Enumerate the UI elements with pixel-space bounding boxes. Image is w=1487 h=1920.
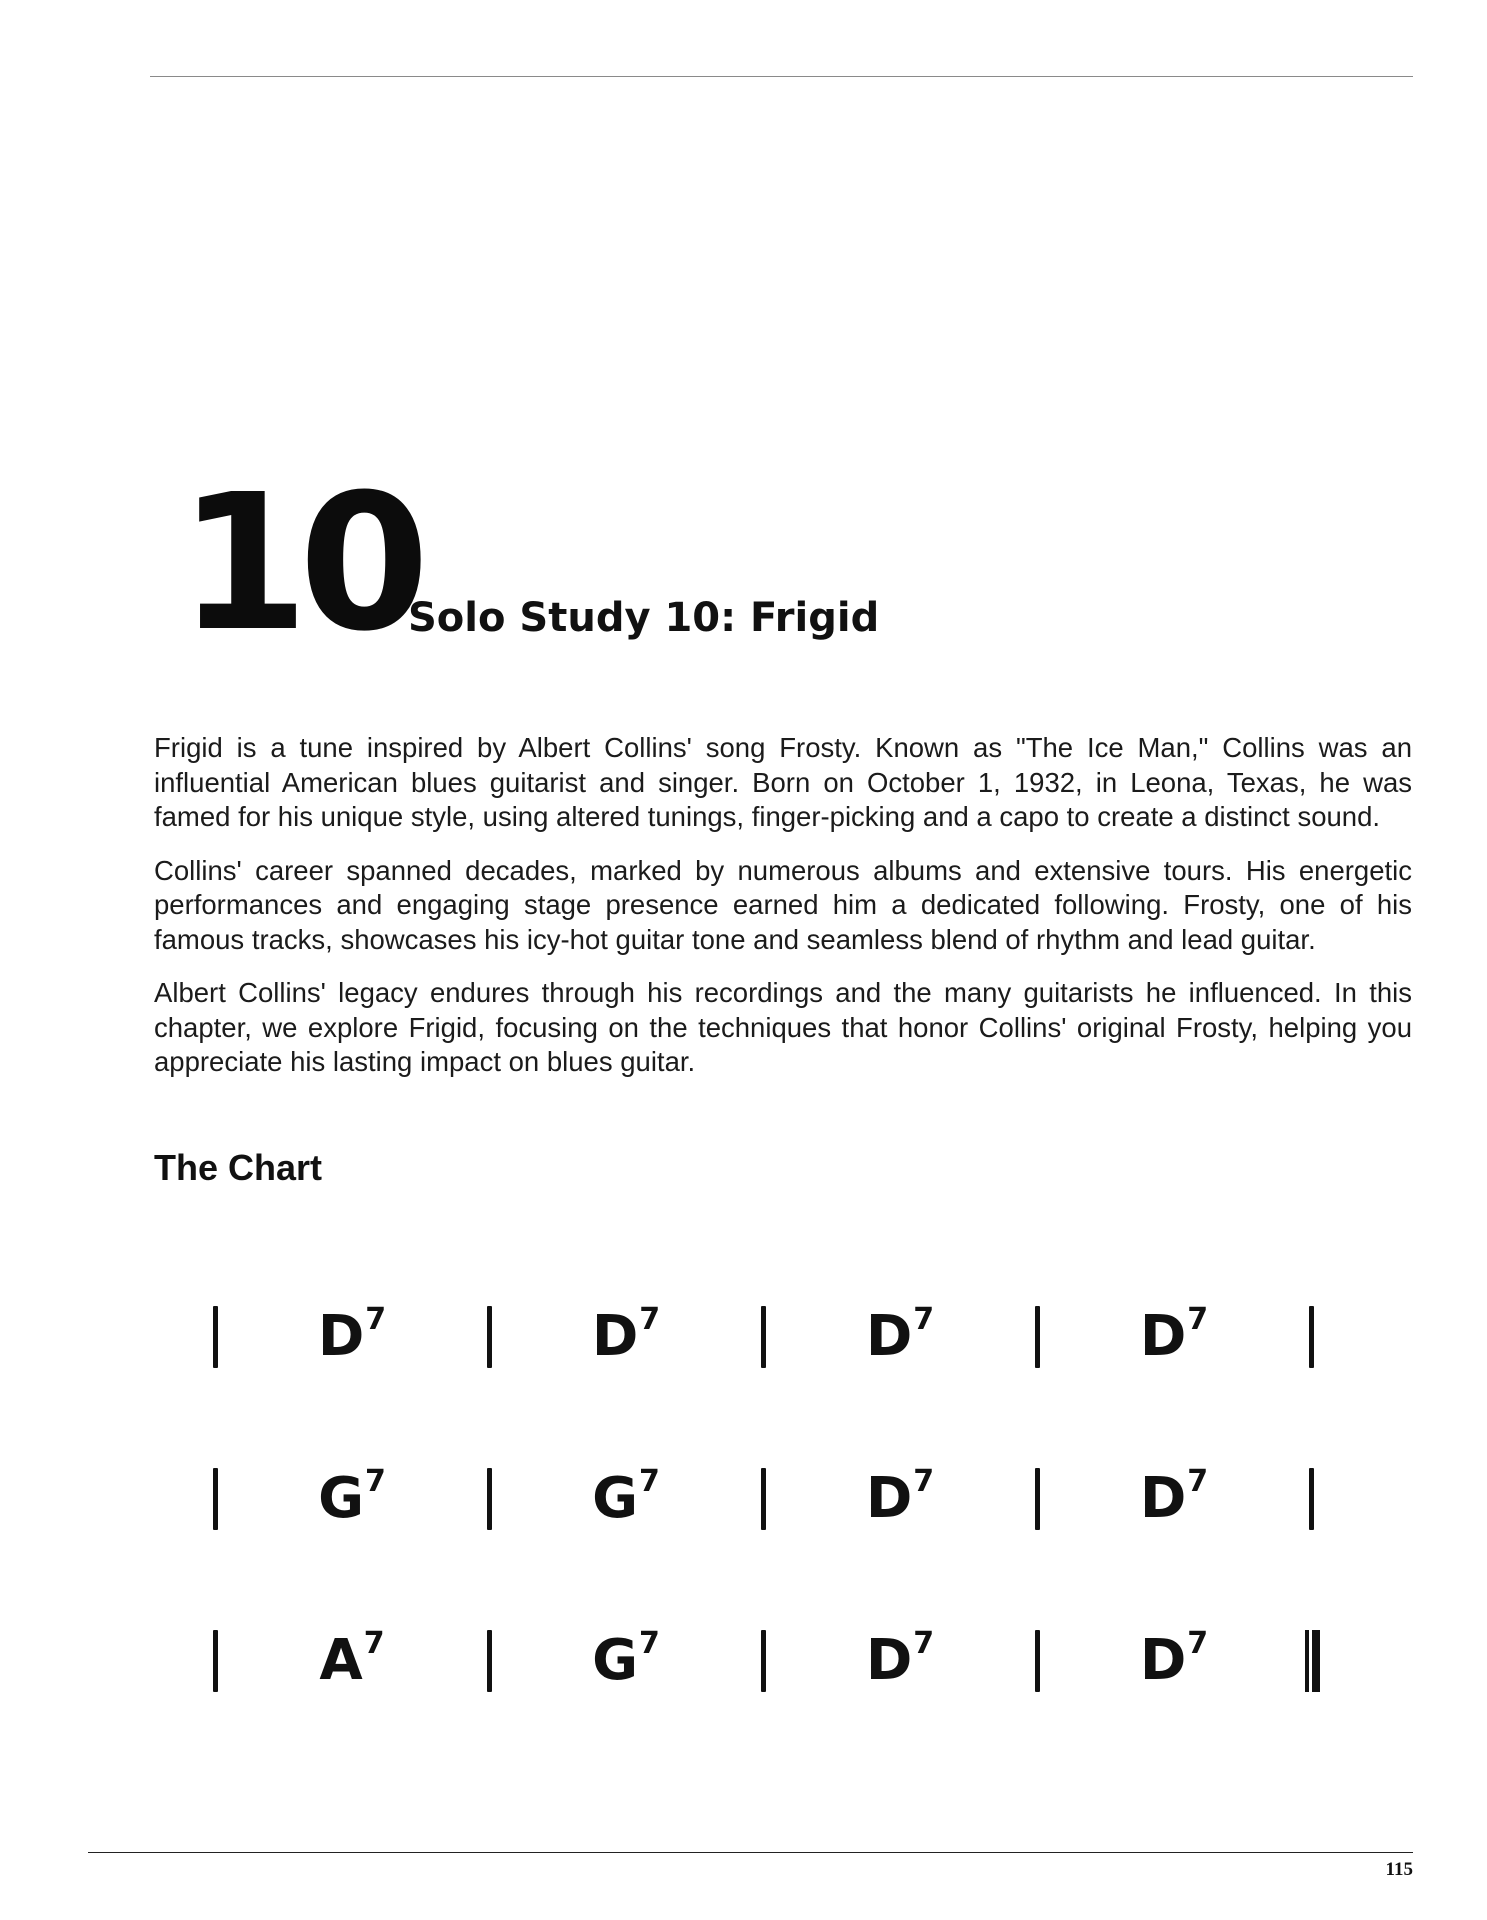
chord-extension: 7 [913,1464,935,1499]
barline [487,1630,492,1692]
chord-symbol [1114,1626,1234,1693]
chord-root: A [319,1628,363,1693]
chord-extension: 7 [913,1626,935,1661]
chord-root: D [591,1304,639,1369]
chord-symbol [292,1626,412,1693]
barline [487,1306,492,1368]
barline [761,1630,766,1692]
barline [1309,1306,1314,1368]
barline [213,1306,218,1368]
barline [213,1630,218,1692]
chord-symbol [840,1626,960,1693]
chapter-intro [154,731,1412,1099]
barline [1309,1468,1314,1530]
chord-extension: 7 [365,1302,387,1337]
chord-root: D [865,1466,913,1531]
chord-symbol [292,1464,412,1531]
chord-symbol [840,1302,960,1369]
chord-root: G [592,1466,639,1531]
chord-symbol [566,1464,686,1531]
chapter-heading [178,454,1278,673]
chord-root: D [865,1304,913,1369]
final-barline [1305,1630,1321,1692]
chord-extension: 7 [913,1302,935,1337]
intro-paragraph: Albert Collins' legacy endures through his recordings and the many guitarists he influenced. In this chapter, we explore Frigid, focusing on the techniques that honor Collins' original Frosty, helping you appreciate his lasting impact on blues guitar. [154,977,1412,1077]
chord-extension: 7 [639,1464,660,1499]
chord-extension: 7 [639,1626,660,1661]
intro-paragraph: Frigid is a tune inspired by Albert Collins' song Frosty. Known as "The Ice Man," Collins was an influential American blues guitarist and singer. Born on October 1, 1932, in Leona, Texas, he was famed for his unique style, using altered tunings, finger-picking and a capo to create a distinct sound. [154,732,1412,832]
barline [761,1468,766,1530]
chord-symbol [292,1302,412,1369]
chord-extension: 7 [639,1302,661,1337]
chapter-title: Solo Study 10: Frigid [408,595,880,641]
chord-extension: 7 [1187,1626,1209,1661]
chord-root: G [592,1628,639,1693]
footer-rule [88,1852,1413,1853]
barline [213,1468,218,1530]
barline [761,1306,766,1368]
page-number: 115 [1385,1859,1413,1880]
barline [487,1468,492,1530]
chord-extension: 7 [1187,1464,1209,1499]
chord-root: D [317,1304,365,1369]
chord-root: D [1139,1304,1187,1369]
chord-root: D [865,1628,913,1693]
header-rule [150,76,1413,77]
chord-root: G [318,1466,365,1531]
chord-root: D [1139,1466,1187,1531]
chapter-number: 10 [178,454,420,673]
chord-symbol [1114,1302,1234,1369]
chord-symbol [840,1464,960,1531]
intro-paragraph: Collins' career spanned decades, marked by numerous albums and extensive tours. His energetic performances and engaging stage presence earned him a dedicated following. Frosty, one of his famous tracks, showcases his icy-hot guitar tone and seamless blend of rhythm and lead guitar. [154,854,1412,955]
barline [1035,1468,1040,1530]
chord-extension: 7 [365,1464,386,1499]
section-heading: The Chart [154,1147,323,1188]
chord-symbol [1114,1464,1234,1531]
chord-extension: 7 [363,1626,385,1661]
chord-symbol [566,1302,686,1369]
barline [1035,1306,1040,1368]
barline [1035,1630,1040,1692]
chord-symbol [566,1626,686,1693]
chord-extension: 7 [1187,1302,1209,1337]
chord-root: D [1139,1628,1187,1693]
